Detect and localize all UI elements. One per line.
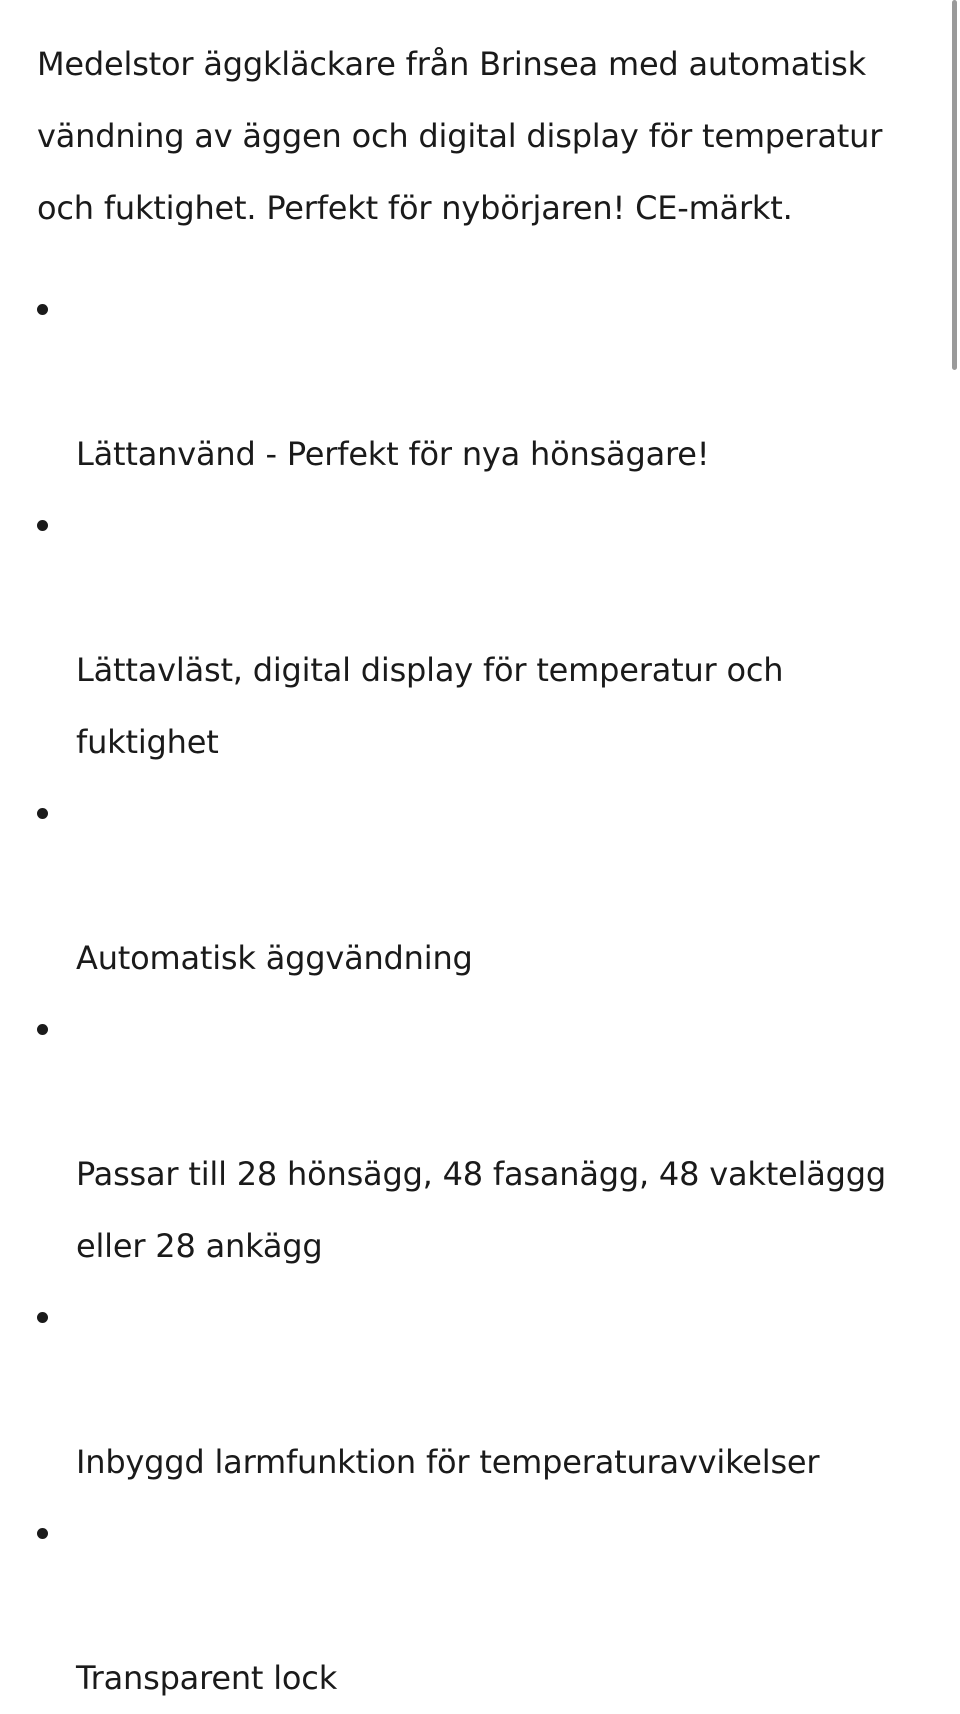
- feature-item: [37, 994, 937, 1282]
- feature-text: Passar till 28 hönsägg, 48 fasanägg, 48 vakteläggg eller 28 ankägg: [76, 1155, 886, 1265]
- feature-text: Lättanvänd - Perfekt för nya hönsägare!: [76, 435, 710, 473]
- scrollbar-thumb[interactable]: [952, 0, 957, 370]
- bullet-icon: [37, 808, 48, 819]
- feature-list: [37, 274, 937, 1714]
- feature-text: Lättavläst, digital display för temperatur och fuktighet: [76, 651, 784, 761]
- bullet-icon: [37, 1528, 48, 1539]
- bullet-icon: [37, 520, 48, 531]
- feature-text: Transparent lock: [76, 1659, 338, 1697]
- bullet-icon: [37, 1312, 48, 1323]
- description-intro: Medelstor äggkläckare från Brinsea med automatisk vändning av äggen och digital display för temperatur och fuktighet. Perfekt för nybörjaren! CE-märkt.: [37, 45, 883, 227]
- feature-item: [37, 490, 937, 778]
- feature-item: [37, 1282, 937, 1498]
- feature-text: Automatisk äggvändning: [76, 939, 473, 977]
- bullet-icon: [37, 304, 48, 315]
- feature-item: [37, 778, 937, 994]
- feature-item: [37, 274, 937, 490]
- bullet-icon: [37, 1024, 48, 1035]
- feature-item: [37, 1498, 937, 1714]
- feature-text: Inbyggd larmfunktion för temperaturavvikelser: [76, 1443, 820, 1481]
- product-description: [37, 28, 937, 1714]
